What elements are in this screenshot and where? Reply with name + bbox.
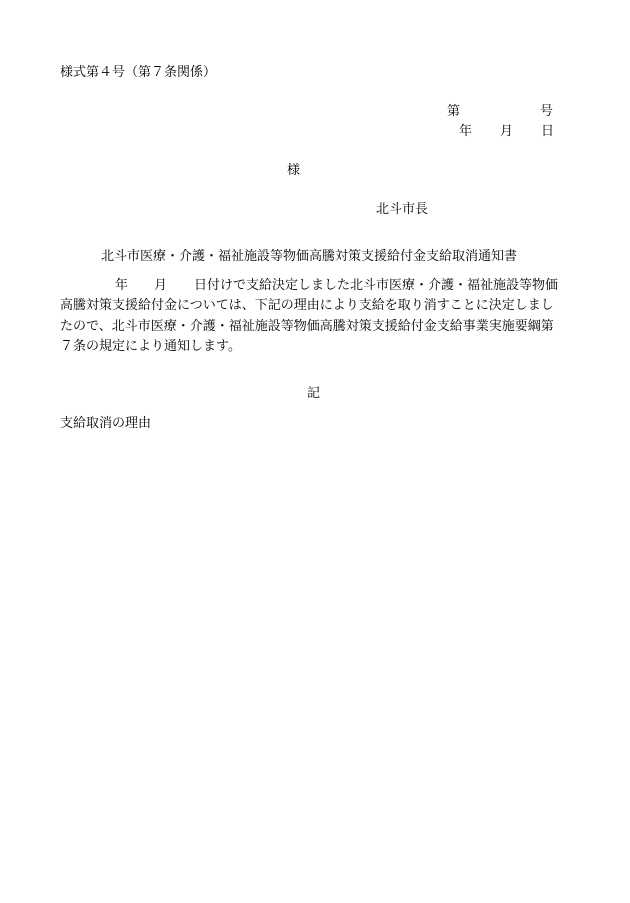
document-number-suffix: 号 xyxy=(540,104,554,119)
addressee-honorific: 様 xyxy=(287,163,301,178)
document-number-prefix: 第 xyxy=(447,104,461,119)
body-line-1-text: 日付けで支給決定しました北斗市医療・介護・福祉施設等物価 xyxy=(194,278,559,293)
cancellation-reason-label: 支給取消の理由 xyxy=(60,416,152,431)
form-number-label: 様式第４号（第７条関係） xyxy=(60,65,217,80)
date-year-label: 年 xyxy=(459,124,473,139)
date-month-label: 月 xyxy=(500,124,514,139)
body-month-label: 月 xyxy=(154,278,168,293)
body-line-2: 高騰対策支援給付金については、下記の理由により支給を取り消すことに決定しまし xyxy=(60,298,554,313)
sender-name: 北斗市長 xyxy=(376,202,429,217)
body-line-3: たので、北斗市医療・介護・福祉施設等物価高騰対策支援給付金支給事業実施要綱第 xyxy=(60,319,554,334)
document-title: 北斗市医療・介護・福祉施設等物価高騰対策支援給付金支給取消通知書 xyxy=(101,249,518,264)
body-line-4: ７条の規定により通知します。 xyxy=(60,339,241,354)
body-year-label: 年 xyxy=(115,278,129,293)
date-day-label: 日 xyxy=(541,124,555,139)
ki-heading: 記 xyxy=(307,386,321,401)
